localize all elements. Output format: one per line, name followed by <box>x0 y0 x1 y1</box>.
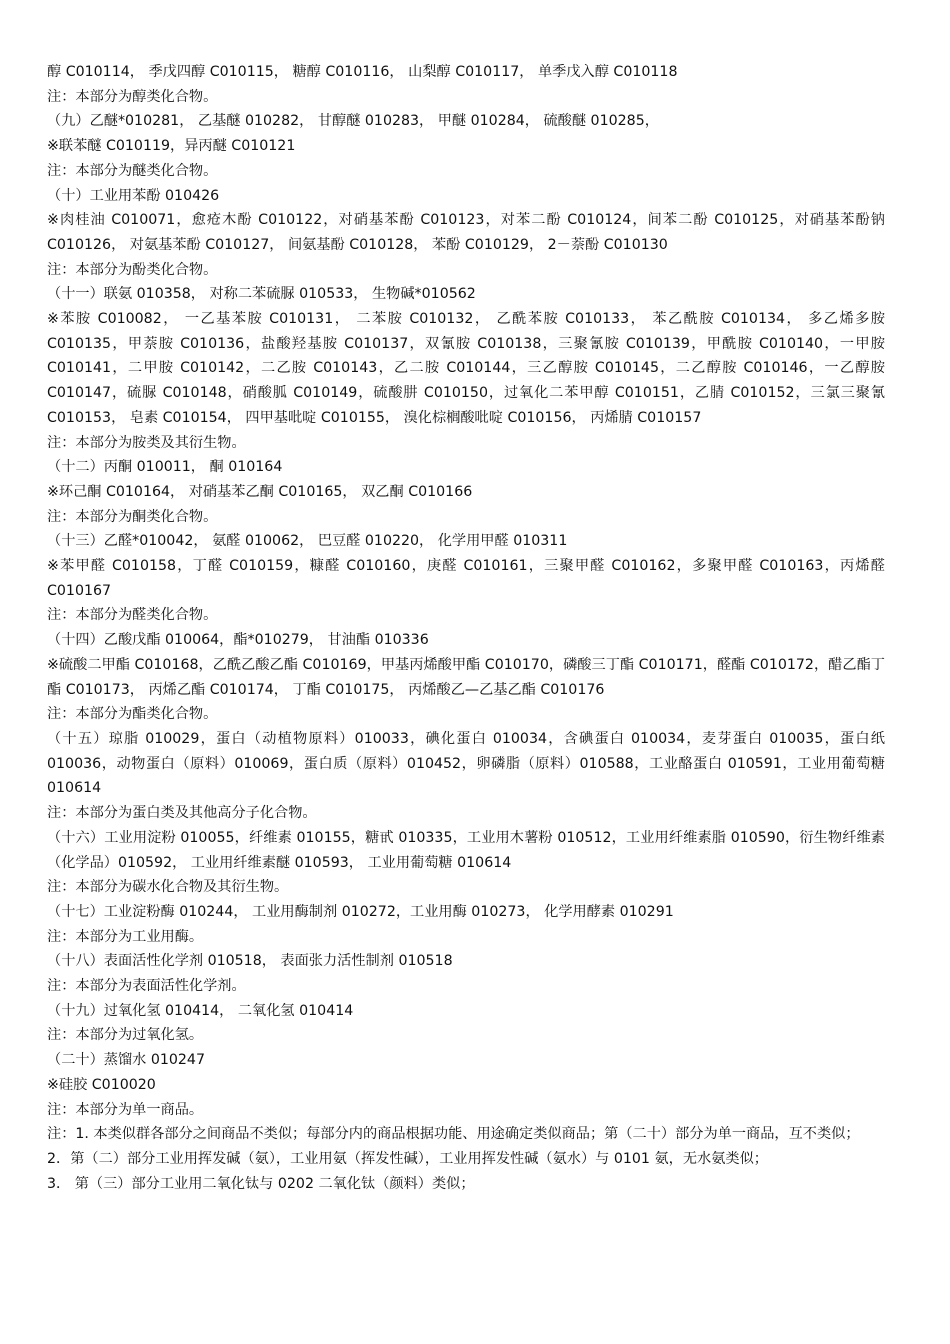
paragraph: （十九）过氧化氢 010414， 二氧化氢 010414 <box>47 1002 354 1019</box>
paragraph: 2．第（二）部分工业用挥发碱（氨），工业用氨（挥发性碱），工业用挥发性碱（氨水）与 0101 氨，无水氨类似； <box>47 1150 768 1167</box>
paragraph: 注：本部分为表面活性化学剂。 <box>47 978 246 995</box>
paragraph: 注：本部分为胺类及其衍生物。 <box>47 434 246 451</box>
paragraph: ※环己酮 C010164， 对硝基苯乙酮 C010165， 双乙酮 C010166 <box>47 483 473 500</box>
paragraph: 注：本部分为醚类化合物。 <box>47 162 218 179</box>
paragraph: （十七）工业淀粉酶 010244， 工业用酶制剂 010272，工业用酶 010273， 化学用酵素 010291 <box>47 903 674 920</box>
paragraph: 注：本部分为单一商品。 <box>47 1101 204 1118</box>
paragraph: （十一）联氨 010358， 对称二苯硫脲 010533， 生物碱*010562 <box>47 286 476 303</box>
paragraph: 注：本部分为碳水化合物及其衍生物。 <box>47 879 289 896</box>
paragraph: 注：本部分为蛋白类及其他高分子化合物。 <box>47 805 317 822</box>
paragraph: 注：本部分为酯类化合物。 <box>47 706 218 723</box>
paragraph: ※肉桂油 C010071，愈疮木酚 C010122，对硝基苯酚 C010123，对苯二酚 C010124，间苯二酚 C010125，对硝基苯酚钠 C010126， 对氨基苯酚 C010127， 间氨基酚 C010128， 苯酚 C010129， 2－萘酚 C010130 <box>47 212 885 253</box>
paragraph: （十二）丙酮 010011， 酮 010164 <box>47 459 283 476</box>
document-body <box>47 60 885 1196</box>
paragraph: 注：1. 本类似群各部分之间商品不类似；每部分内的商品根据功能、用途确定类似商品；第（二十）部分为单一商品，互不类似； <box>47 1126 860 1143</box>
paragraph: 注：本部分为酚类化合物。 <box>47 261 218 278</box>
paragraph: ※苯胺 C010082， 一乙基苯胺 C010131， 二苯胺 C010132， 乙酰苯胺 C010133， 苯乙酰胺 C010134， 多乙烯多胺 C010135，甲萘胺 C010136，盐酸羟基胺 C010137，双氰胺 C010138，三聚氰胺 C010139，甲酰胺 C010140，一甲胺 C010141，二甲胺 C010142，二乙胺 C010143，乙二胺 C010144，三乙醇胺 C010145，二乙醇胺 C010146，一乙醇胺 C010147，硫脲 C010148，硝酸胍 C010149，硫酸肼 C010150，过氧化二苯甲醇 C010151，乙腈 C010152，三氯三聚氰 C010153， 皂素 C010154， 四甲基吡啶 C010155， 溴化棕榈酸吡啶 C010156， 丙烯腈 C010157 <box>47 311 885 426</box>
paragraph: 醇 C010114， 季戊四醇 C010115， 糖醇 C010116， 山梨醇 C010117， 单季戊入醇 C010118 <box>47 64 678 80</box>
paragraph: ※硫酸二甲酯 C010168，乙酰乙酸乙酯 C010169，甲基丙烯酸甲酯 C010170，磷酸三丁酯 C010171，醛酯 C010172，醋乙酯丁酯 C010173， 丙烯乙酯 C010174， 丁酯 C010175， 丙烯酸乙—乙基乙酯 C010176 <box>47 656 885 698</box>
paragraph: （十）工业用苯酚 010426 <box>47 187 220 204</box>
paragraph: 注：本部分为工业用酶。 <box>47 928 204 945</box>
paragraph: （十八）表面活性化学剂 010518， 表面张力活性制剂 010518 <box>47 953 453 970</box>
paragraph: （十四）乙酸戊酯 010064，酯*010279， 甘油酯 010336 <box>47 632 429 649</box>
paragraph: ※硅胶 C010020 <box>47 1076 156 1093</box>
paragraph: （十五）琼脂 010029，蛋白（动植物原料）010033，碘化蛋白 010034，含碘蛋白 010034，麦芽蛋白 010035，蛋白纸 010036，动物蛋白（原料）010069，蛋白质（原料）010452，卵磷脂（原料）010588，工业酪蛋白 010591，工业用葡萄糖 010614 <box>47 730 885 797</box>
paragraph: 注：本部分为酮类化合物。 <box>47 508 218 525</box>
paragraph: 3． 第（三）部分工业用二氧化钛与 0202 二氧化钛（颜料）类似； <box>47 1175 475 1192</box>
paragraph: （十六）工业用淀粉 010055，纤维素 010155，糖甙 010335，工业用木薯粉 010512，工业用纤维素脂 010590，衍生物纤维素（化学品）010592， 工业用纤维素醚 010593， 工业用葡萄糖 010614 <box>47 829 885 871</box>
paragraph: 注：本部分为醇类化合物。 <box>47 88 218 105</box>
paragraph: 注：本部分为过氧化氢。 <box>47 1027 204 1044</box>
paragraph: （九）乙醚*010281， 乙基醚 010282， 甘醇醚 010283， 甲醚 010284， 硫酸醚 010285， <box>47 113 659 130</box>
paragraph: ※苯甲醛 C010158，丁醛 C010159，糠醛 C010160，庚醛 C010161，三聚甲醛 C010162，多聚甲醛 C010163，丙烯醛 C010167 <box>47 558 885 599</box>
paragraph: （二十）蒸馏水 010247 <box>47 1052 205 1069</box>
paragraph: ※联苯醚 C010119，异丙醚 C010121 <box>47 138 296 155</box>
paragraph: 注：本部分为醛类化合物。 <box>47 607 218 624</box>
paragraph: （十三）乙醛*010042， 氨醛 010062， 巴豆醛 010220， 化学用甲醛 010311 <box>47 533 568 550</box>
